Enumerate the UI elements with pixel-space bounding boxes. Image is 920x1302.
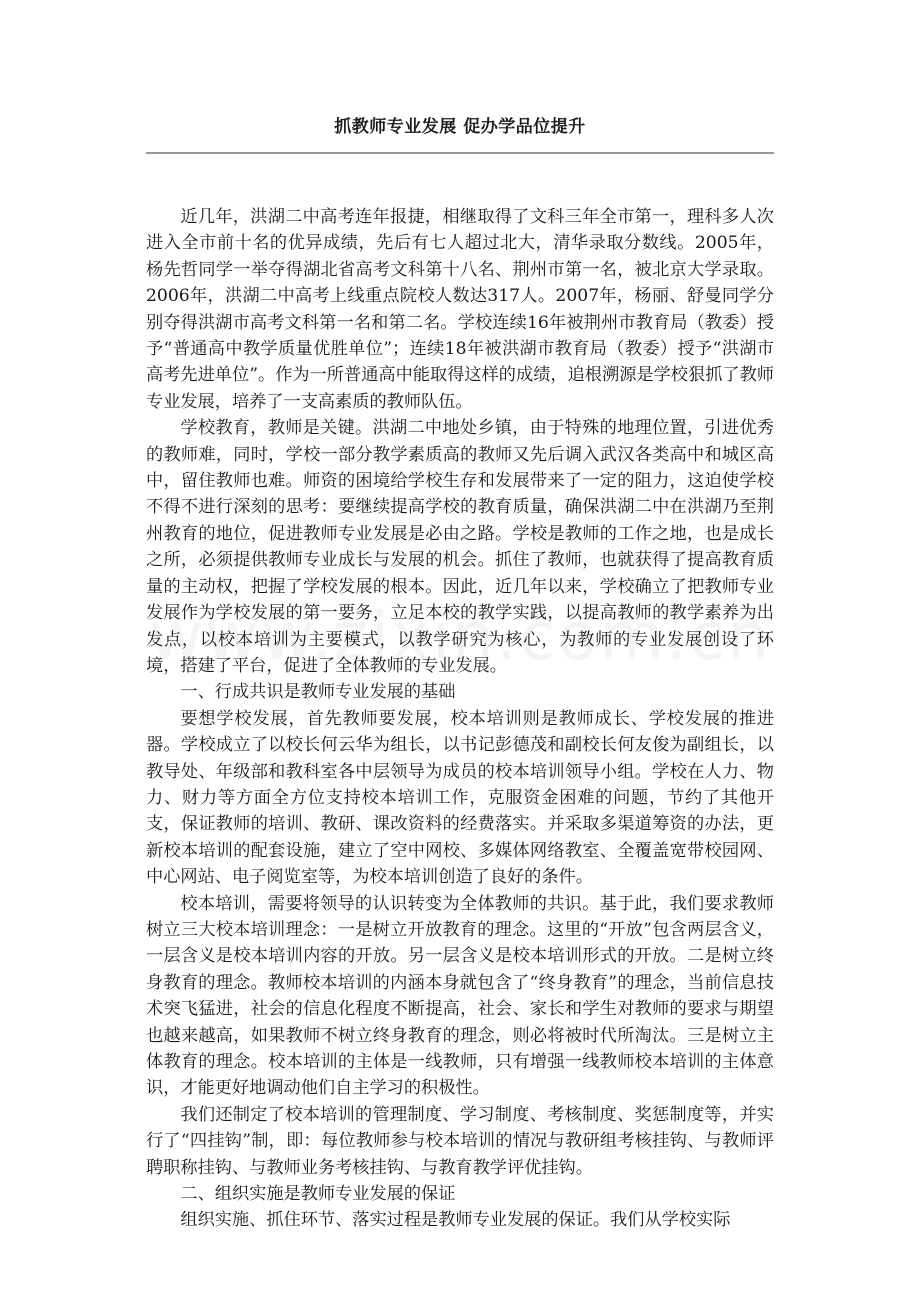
paragraph-teachers-key: 学校教育，教师是关键。洪湖二中地处乡镇，由于特殊的地理位置，引进优秀的教师难，同时，学校一部分教学素质高的教师又先后调入武汉各类高中和城区高中，留住教师也难。师资的困境给学校生存和发展带来了一定的阻力，这迫使学校不得不进行深刻的思考：要继续提高学校的教育质量，确保洪湖二中在洪湖乃至荆州教育的地位，促进教师专业发展是必由之路。学校是教师的工作之地，也是成长之所，必须提供教师专业成长与发展的机会。抓住了教师，也就获得了提高教育质量的主动权，把握了学校发展的根本。因此，近几年以来，学校确立了把教师专业发展作为学校发展的第一要务，立足本校的教学实践，以提高教师的教学素养为出发点，以校本培训为主要模式，以教学研究为核心，为教师的专业发展创设了环境，搭建了平台，促进了全体教师的专业发展。 (146, 418, 774, 676)
paragraph-intro: 近几年，洪湖二中高考连年报捷，相继取得了文科三年全市第一，理科多人次进入全市前十名的优异成绩，先后有七人超过北大，清华录取分数线。2005年，杨先哲同学一举夺得湖北省高考文科第十八名、荆州市第一名，被北京大学录取。2006年，洪湖二中高考上线重点院校人数达317人。2007年，杨丽、舒曼同学分别夺得洪湖市高考文科第一名和第二名。学校连续16年被荆州市教育局（教委）授予“普通高中教学质量优胜单位”；连续18年被洪湖市教育局（教委）授予“洪湖市高考先进单位”。作为一所普通高中能取得这样的成绩，追根溯源是学校狠抓了教师专业发展，培养了一支高素质的教师队伍。 (146, 207, 774, 412)
section-heading-1: 一、行成共识是教师专业发展的基础 (180, 682, 456, 703)
section-heading-2: 二、组织实施是教师专业发展的保证 (180, 1184, 456, 1205)
paragraph-management-system: 我们还制定了校本培训的管理制度、学习制度、考核制度、奖惩制度等，并实行了“四挂钩”制，即：每位教师参与校本培训的情况与教研组考核挂钩、与教师评聘职称挂钩、与教师业务考核挂钩、与教育教学评优挂钩。 (146, 1104, 774, 1178)
paragraph-training-concepts: 校本培训，需要将领导的认识转变为全体教师的共识。基于此，我们要求教师树立三大校本培训理念：一是树立开放教育的理念。这里的“开放”包含两层含义，一层含义是校本培训内容的开放。另一层含义是校本培训形式的开放。二是树立终身教育的理念。教师校本培训的内涵本身就包含了“终身教育”的理念，当前信息技术突飞猛进，社会的信息化程度不断提高，社会、家长和学生对教师的要求与期望也越来越高，如果教师不树立终身教育的理念，则必将被时代所淘汰。三是树立主体教育的理念。校本培训的主体是一线教师，只有增强一线教师校本培训的主体意识，才能更好地调动他们自主学习的积极性。 (146, 893, 774, 1099)
document-title: 抓教师专业发展 促办学品位提升 (334, 117, 586, 137)
paragraph-implementation: 组织实施、抓住环节、落实过程是教师专业发展的保证。我们从学校实际 (180, 1210, 731, 1231)
title-divider (146, 152, 774, 154)
document-body (146, 204, 774, 1234)
paragraph-training-group: 要想学校发展，首先教师要发展，校本培训则是教师成长、学校发展的推进器。学校成立了以校长何云华为组长，以书记彭德茂和副校长何友俊为副组长，以教导处、年级部和教科室各中层领导为成员的校本培训领导小组。学校在人力、物力、财力等方面全方位支持校本培训工作，克服资金困难的问题，节约了其他开支，保证教师的培训、教研、课改资料的经费落实。并采取多渠道筹资的办法，更新校本培训的配套设施，建立了空中网校、多媒体网络教室、全覆盖宽带校园网、中心网站、电子阅览室等，为校本培训创造了良好的条件。 (146, 708, 774, 888)
